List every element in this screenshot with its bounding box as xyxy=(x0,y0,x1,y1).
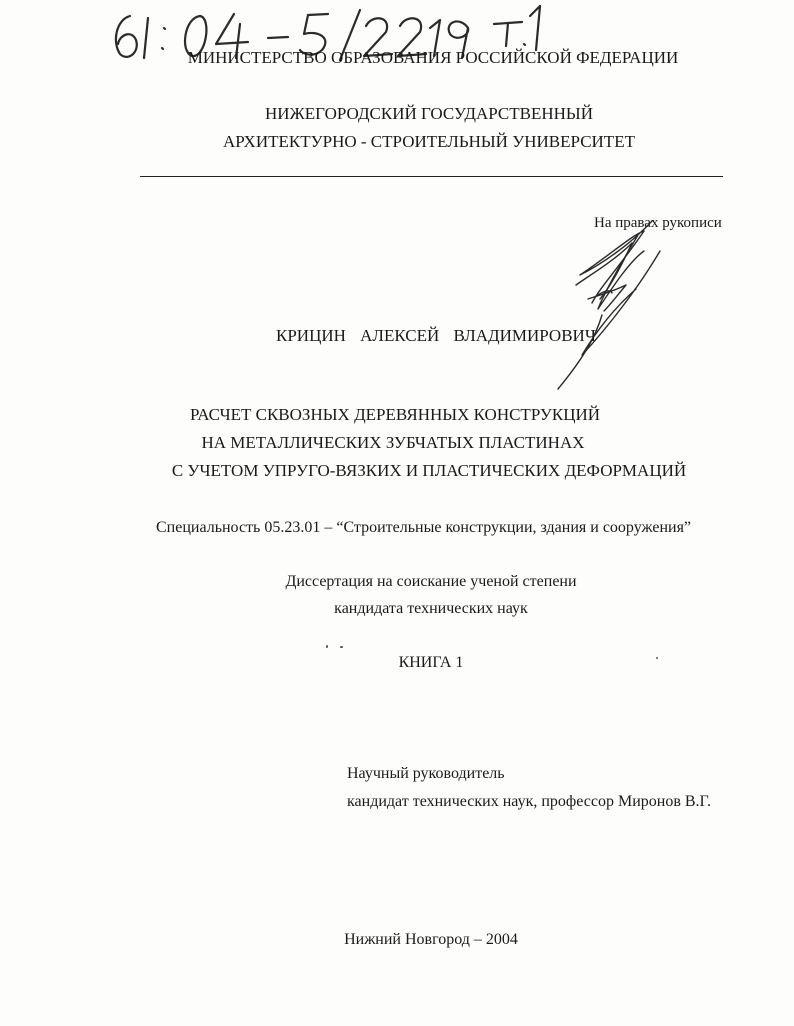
supervisor-name: кандидат технических наук, профессор Миронов В.Г. xyxy=(347,793,711,810)
specialty-line: Специальность 05.23.01 – “Строительные конструкции, здания и сооружения” xyxy=(156,519,692,536)
header-divider xyxy=(140,176,723,177)
author-signature xyxy=(540,215,670,395)
author-name: КРИЦИН АЛЕКСЕЙ ВЛАДИМИРОВИЧ xyxy=(276,326,596,345)
scan-speck xyxy=(340,646,343,648)
ministry-heading: МИНИСТЕРСТВО ОБРАЗОВАНИЯ РОССИЙСКОЙ ФЕДЕРАЦИИ xyxy=(187,48,679,67)
book-number: КНИГА 1 xyxy=(398,654,464,671)
scan-speck xyxy=(326,645,328,648)
place-and-year: Нижний Новгород – 2004 xyxy=(344,931,518,948)
manuscript-rights-note: На правах рукописи xyxy=(594,215,722,231)
supervisor-label: Научный руководитель xyxy=(347,765,505,782)
dissertation-title-line3: С УЧЕТОМ УПРУГО-ВЯЗКИХ И ПЛАСТИЧЕСКИХ ДЕФОРМАЦИЙ xyxy=(171,461,687,480)
university-name-line2: АРХИТЕКТУРНО - СТРОИТЕЛЬНЫЙ УНИВЕРСИТЕТ xyxy=(223,132,635,151)
degree-line2: кандидата технических наук xyxy=(334,600,528,617)
dissertation-title-line1: РАСЧЕТ СКВОЗНЫХ ДЕРЕВЯННЫХ КОНСТРУКЦИЙ xyxy=(189,405,601,424)
dissertation-title-line2: НА МЕТАЛЛИЧЕСКИХ ЗУБЧАТЫХ ПЛАСТИНАХ xyxy=(201,433,585,452)
degree-line1: Диссертация на соискание ученой степени xyxy=(285,573,577,590)
university-name-line1: НИЖЕГОРОДСКИЙ ГОСУДАРСТВЕННЫЙ xyxy=(265,104,593,123)
